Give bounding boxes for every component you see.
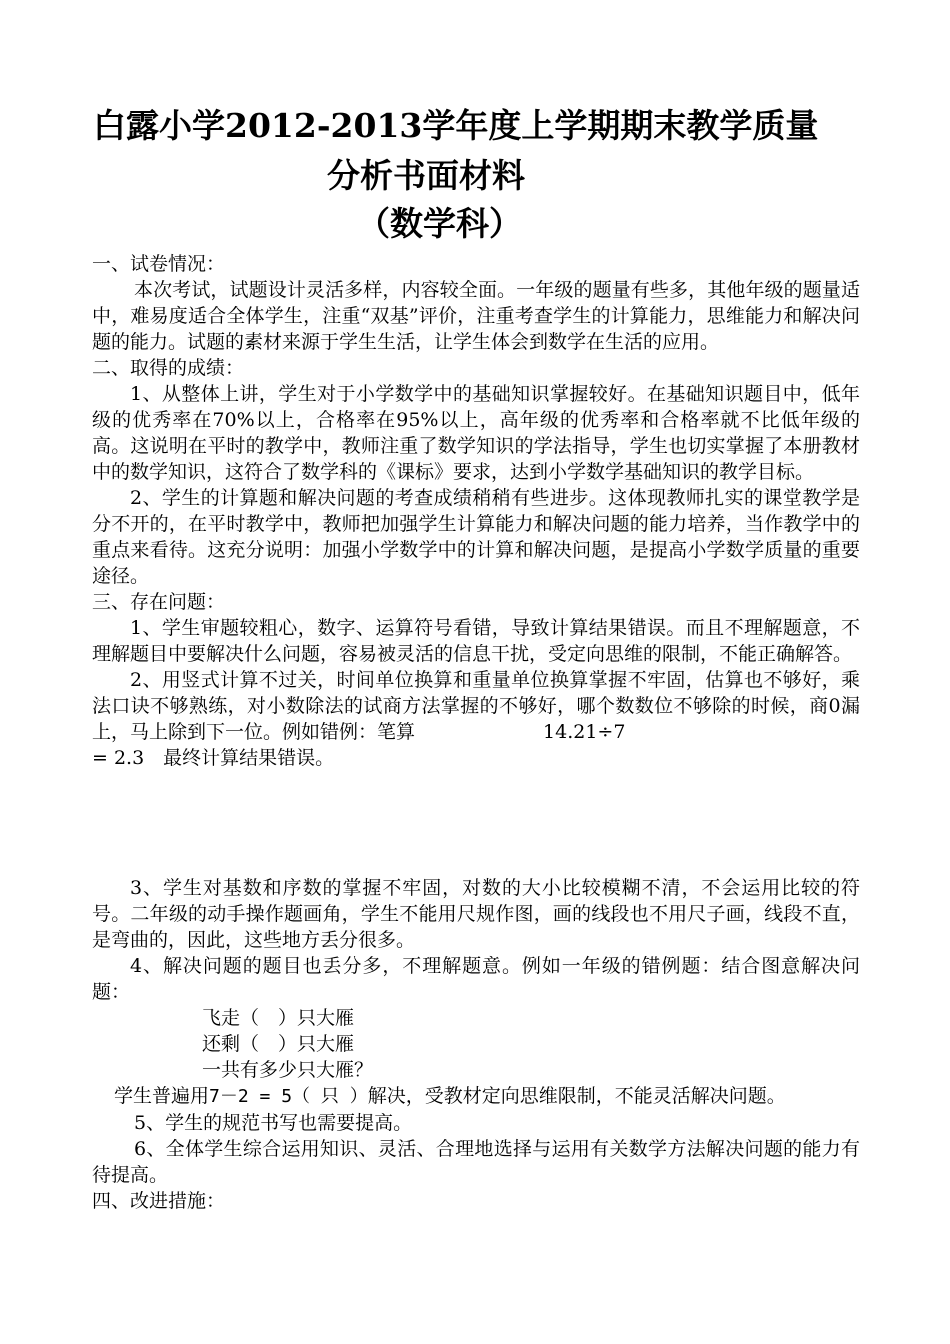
question-line: 一共有多少只大雁？ bbox=[202, 1059, 374, 1081]
document-subject: （数学科） bbox=[357, 204, 522, 243]
paragraph bbox=[92, 1083, 860, 1110]
paragraph: 4、解决问题的题目也丢分多，不理解题意。例如一年级的错例题：结合图意解决问题： bbox=[92, 955, 860, 1003]
calculation-result: = 2.3 最终计算结果错误。 bbox=[92, 747, 335, 769]
question-line: 还剩（ ）只大雁 bbox=[202, 1033, 355, 1055]
section-heading-3: 三、存在问题： bbox=[92, 591, 226, 613]
blank-space bbox=[92, 771, 860, 875]
paragraph bbox=[92, 667, 860, 745]
paragraph-text: 解决，受教材定向思维限制，不能灵活解决问题。 bbox=[367, 1085, 786, 1107]
paragraph-text: 学生普遍用 bbox=[114, 1085, 210, 1107]
question-line: 飞走（ ）只大雁 bbox=[202, 1007, 355, 1029]
section-heading-2: 二、取得的成绩： bbox=[92, 357, 245, 379]
paragraph: 1、从整体上讲，学生对于小学数学中的基础知识掌握较好。在基础知识题目中，低年级的优秀率在70%以上，合格率在95%以上，高年级的优秀率和合格率就不比低年级的高。这说明在平时的教学中，教师注重了数学知识的学法指导，学生也切实掌握了本册教材中的数学知识，这符合了数学科的《课标》要求，达到小学数学基础知识的教学目标。 bbox=[92, 383, 860, 483]
paragraph: 1、学生审题较粗心，数字、运算符号看错，导致计算结果错误。而且不理解题意，不理解题目中要解决什么问题，容易被灵活的信息干扰，受定向思维的限制，不能正确解答。 bbox=[92, 617, 860, 665]
paragraph: 2、学生的计算题和解决问题的考查成绩稍稍有些进步。这体现教师扎实的课堂教学是分不开的，在平时教学中，教师把加强学生计算能力和解决问题的能力培养，当作教学中的重点来看待。这充分说明：加强小学数学中的计算和解决问题，是提高小学数学质量的重要途径。 bbox=[92, 487, 860, 587]
section-heading-1: 一、试卷情况： bbox=[92, 253, 226, 275]
calculation-example: 14.21÷7 bbox=[543, 721, 626, 743]
paragraph: 3、学生对基数和序数的掌握不牢固，对数的大小比较模糊不清，不会运用比较的符号。二年级的动手操作题画角，学生不能用尺规作图，画的线段也不用尺子画，线段不直，是弯曲的，因此，这些地方丢分很多。 bbox=[92, 877, 860, 951]
section-heading-4: 四、改进措施： bbox=[92, 1190, 226, 1212]
paragraph: 本次考试，试题设计灵活多样，内容较全面。一年级的题量有些多，其他年级的题量适中，难易度适合全体学生，注重“双基”评价，注重考查学生的计算能力，思维能力和解决问题的能力。试题的素材来源于学生生活，让学生体会到数学在生活的应用。 bbox=[92, 279, 860, 353]
paragraph: 6、全体学生综合运用知识、灵活、合理地选择与运用有关数学方法解决问题的能力有待提高。 bbox=[92, 1138, 860, 1186]
paragraph: 5、学生的规范书写也需要提高。 bbox=[134, 1112, 413, 1134]
paragraph-text: 2、用竖式计算不过关，时间单位换算和重量单位换算掌握不牢固，估算也不够好，乘法口诀不够熟练，对小数除法的试商方法掌握的不够好，哪个数数位不够除的时候，商0漏上，马上除到下一位。例如错例：笔算 bbox=[92, 669, 860, 743]
document-title-line2: 分析书面材料 bbox=[327, 156, 525, 195]
equation: 7－2 = 5（ 只 ） bbox=[209, 1086, 368, 1107]
document-title-line1: 白露小学2012-2013学年度上学期期末教学质量 bbox=[93, 106, 819, 145]
document-body bbox=[92, 251, 860, 1214]
